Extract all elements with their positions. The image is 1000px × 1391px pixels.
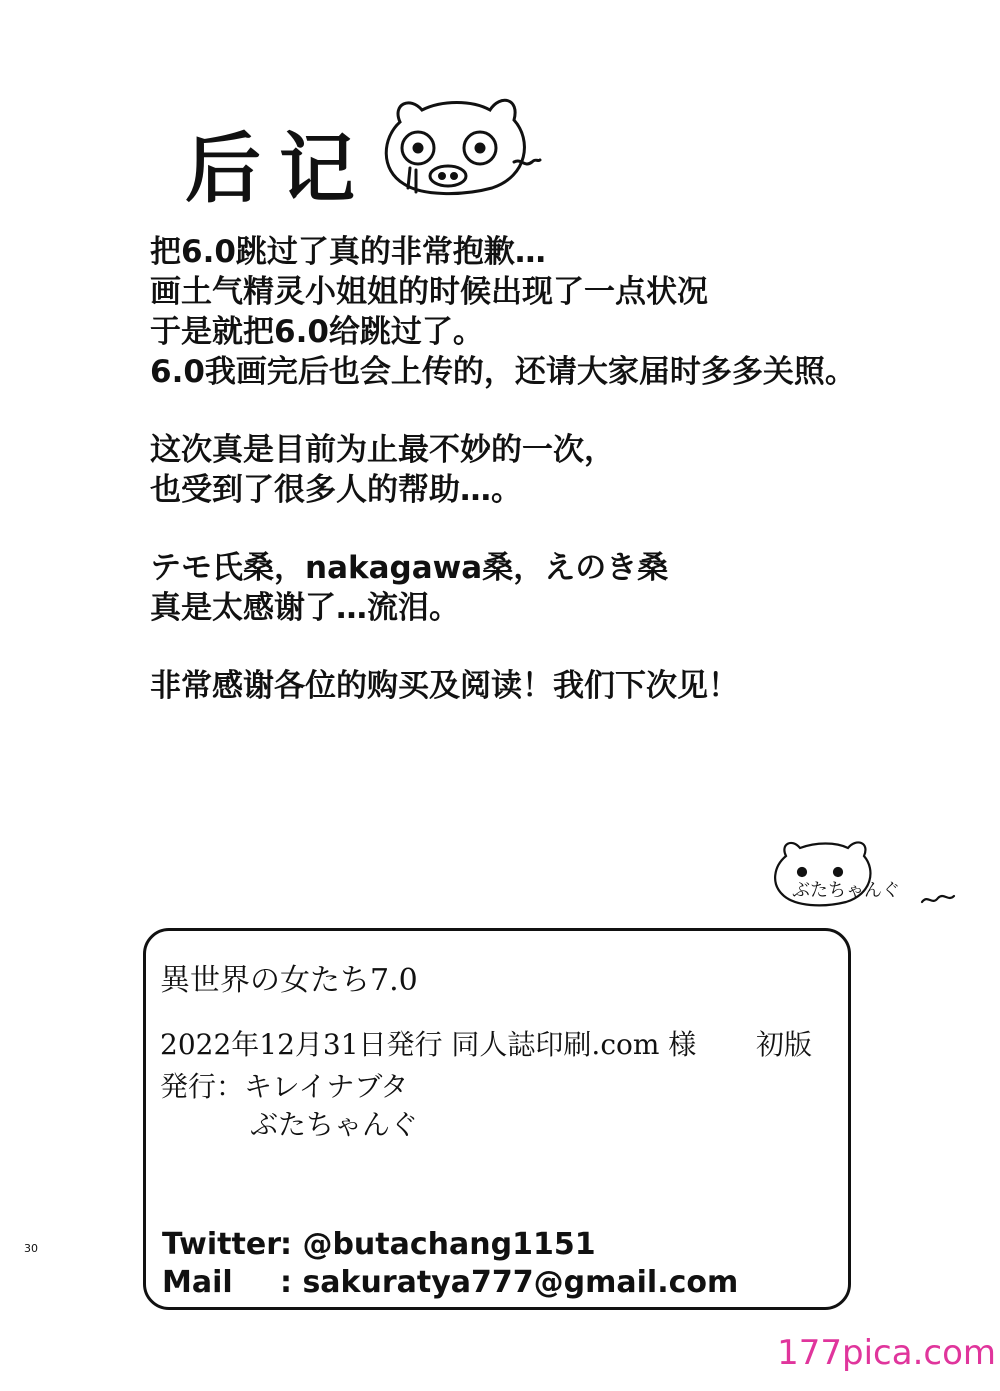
book-title: 異世界の女たち7.0 <box>160 963 418 998</box>
text-line: 于是就把6.0给跳过了。 <box>150 314 484 350</box>
text-line: 画土气精灵小姐姐的时候出现了一点状况 <box>150 274 708 310</box>
paragraph <box>150 430 910 510</box>
paragraph <box>150 232 910 392</box>
paragraph <box>150 666 910 706</box>
watermark: 177pica.com <box>777 1333 996 1373</box>
text-line: 非常感谢各位的购买及阅读！我们下次见！ <box>150 668 739 704</box>
text-line: 也受到了很多人的帮助…。 <box>150 472 522 508</box>
text-line: 6.0我画完后也会上传的，还请大家届时多多关照。 <box>150 354 856 390</box>
text-line: 把6.0跳过了真的非常抱歉… <box>150 234 546 270</box>
publisher-line: 発行：キレイナブタ <box>160 1070 409 1103</box>
signature-pig-drawing <box>772 836 962 916</box>
twitter-label: Twitter <box>162 1227 281 1262</box>
mail-label: Mail <box>162 1265 233 1300</box>
afterword-text <box>150 232 910 744</box>
text-line: 真是太感谢了…流泪。 <box>150 590 460 626</box>
page-number: 30 <box>24 1242 38 1255</box>
twitter-contact <box>162 1227 596 1262</box>
signature-text: ぶたちゃんぐ <box>792 880 900 901</box>
edition-label: 初版 <box>755 1028 812 1061</box>
author-line: ぶたちゃんぐ <box>250 1108 419 1141</box>
publication-date: 2022年12月31日発行 同人誌印刷.com 様 <box>160 1028 697 1061</box>
page-heading: 后记 <box>185 124 373 213</box>
twitter-handle: : @butachang1151 <box>280 1227 596 1262</box>
pig-mascot-icon <box>382 92 542 202</box>
text-line: 这次真是目前为止最不妙的一次， <box>150 432 615 468</box>
paragraph <box>150 548 910 628</box>
mail-contact <box>162 1265 738 1300</box>
mail-address: : sakuratya777@gmail.com <box>280 1265 739 1300</box>
text-line: テモ氏桑，nakagawa桑，えのき桑 <box>150 550 669 586</box>
colophon-box <box>143 928 851 1310</box>
